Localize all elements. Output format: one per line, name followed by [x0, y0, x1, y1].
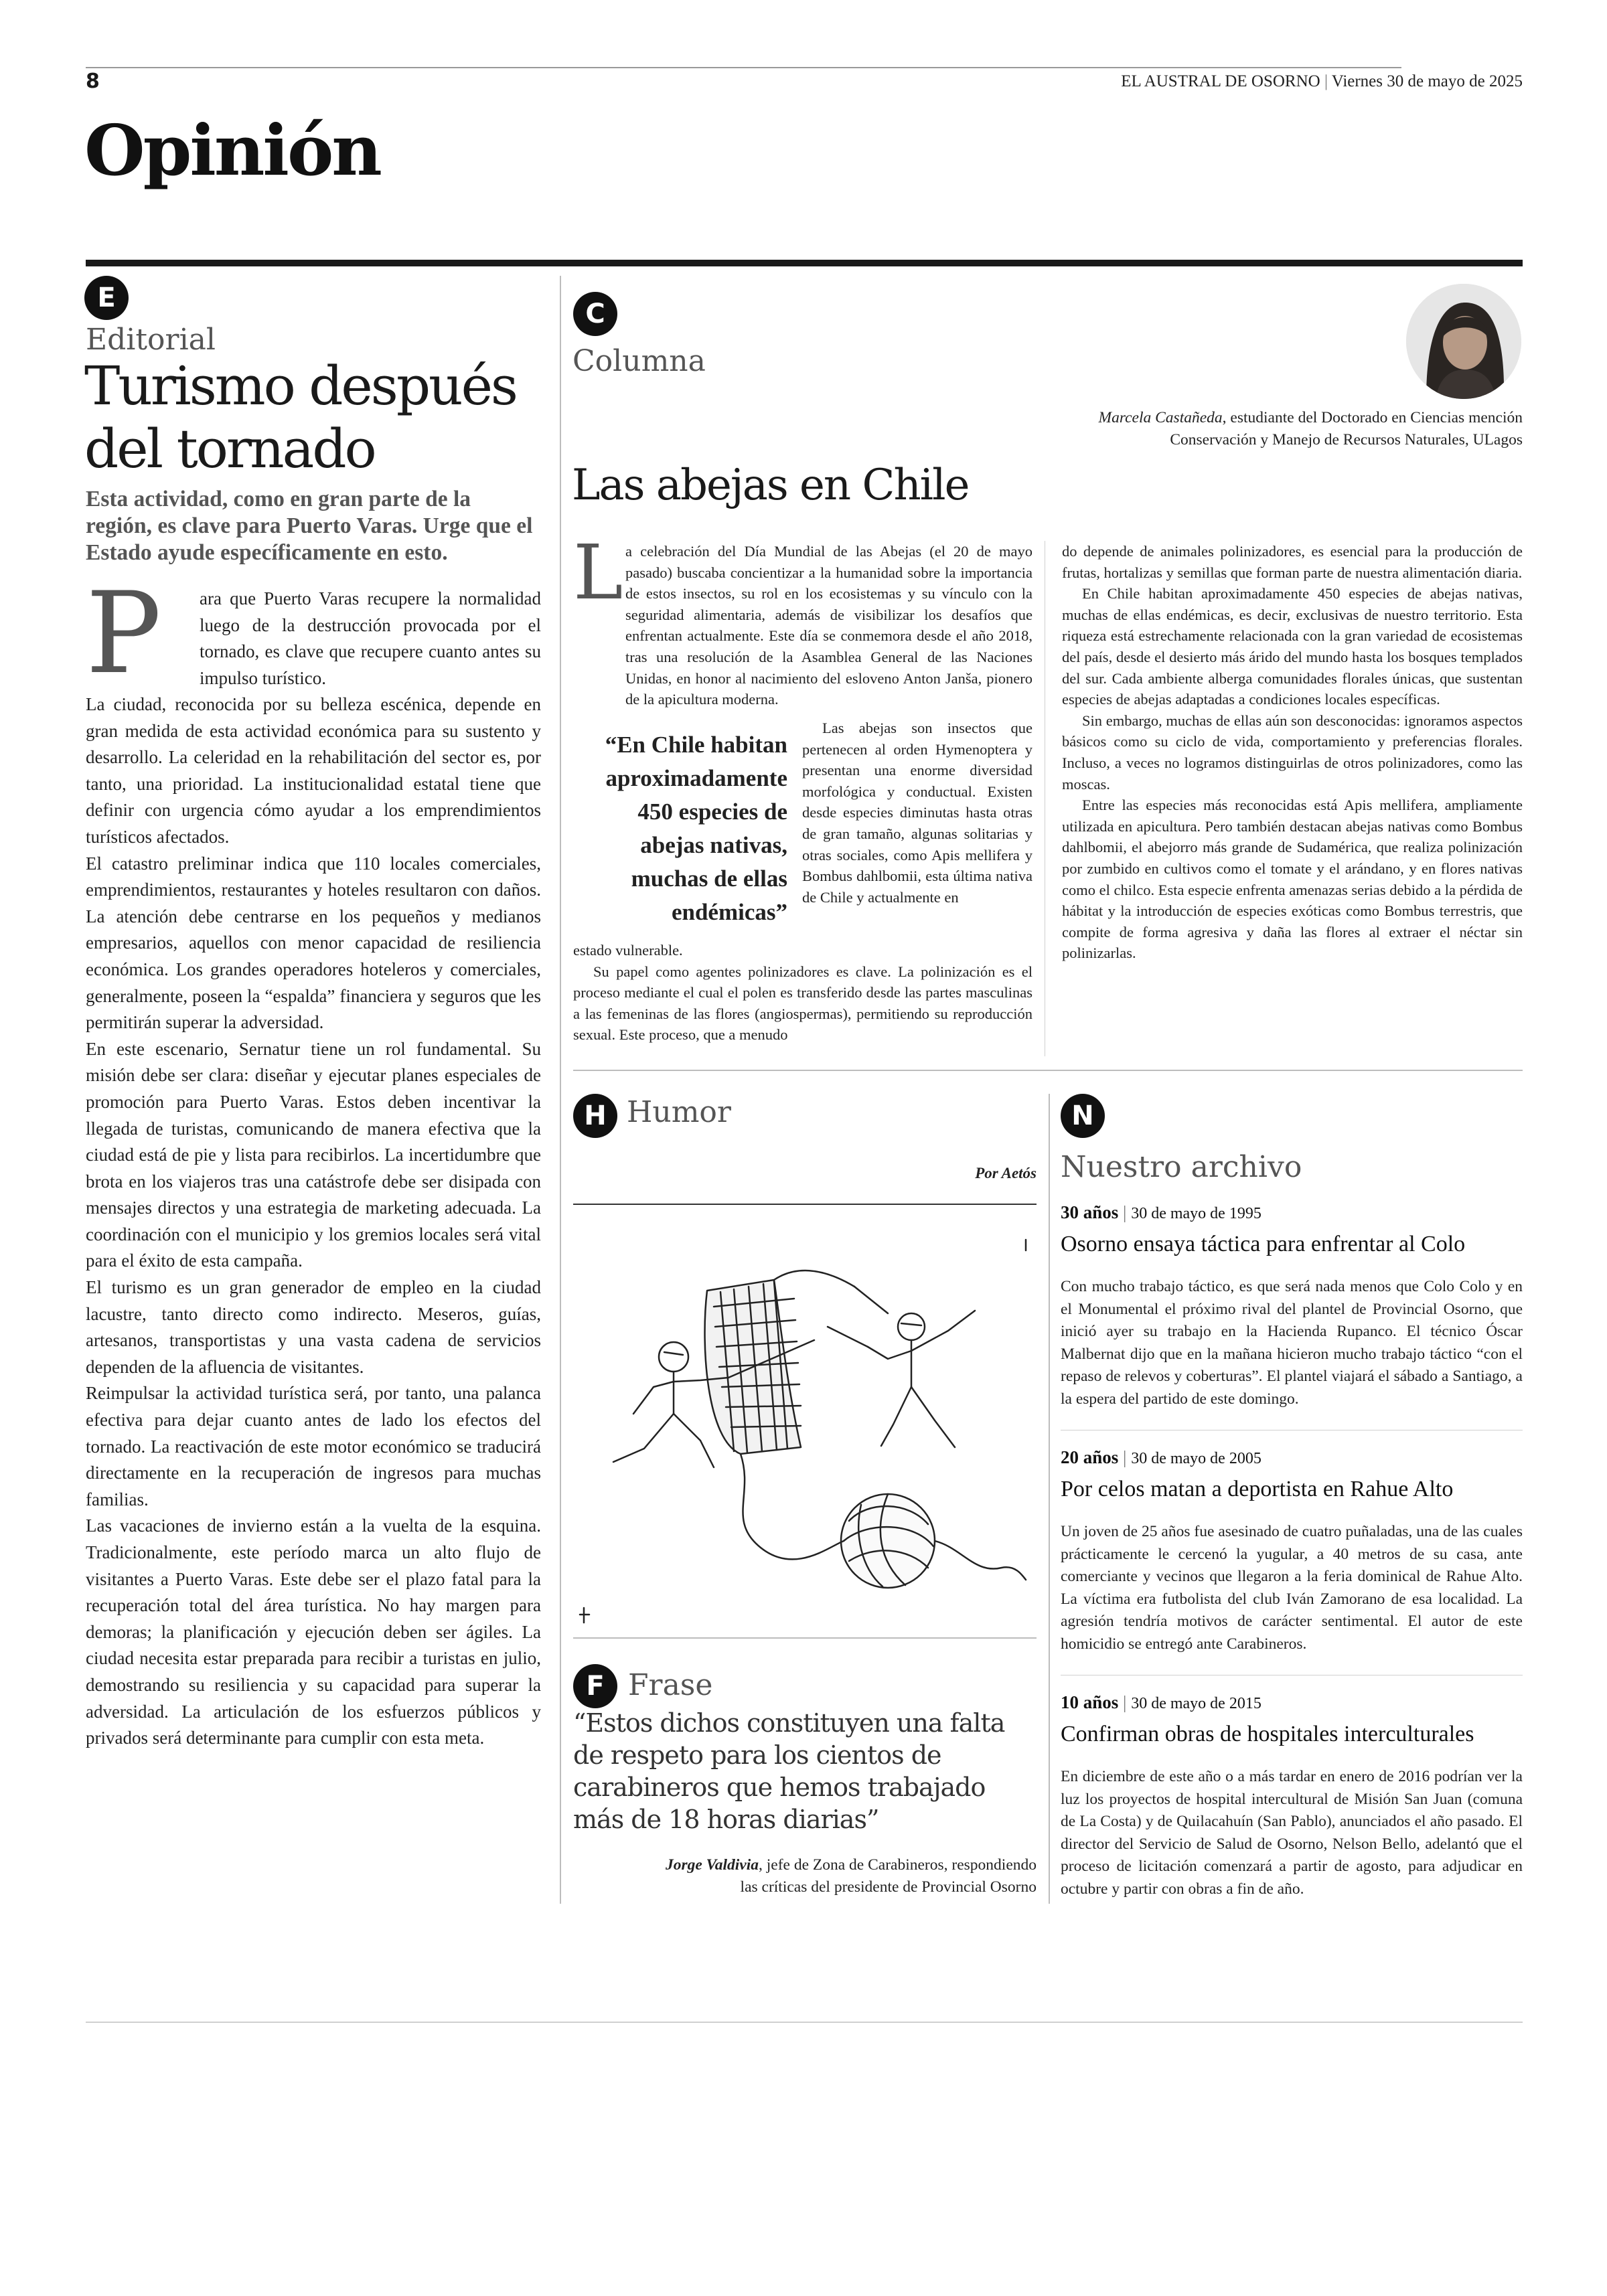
column-badge: C	[573, 292, 617, 336]
archivo-item-body: Con mucho trabajo táctico, es que será nada menos que Colo Colo y en el Monumental el próximo rival del plantel de Provincial Osorno, que inició ayer su trabajo en la Hacienda Rupanco. El técnico Óscar Malbernat dijo que en la mañana hicieron mucho trabajo táctico “con el repaso de relevos y coberturas”. El plantel viajará el sábado a Santiago, a la espera del partido de este domingo.	[1061, 1278, 1523, 1408]
archivo-item-date: 30 de mayo de 2015	[1131, 1695, 1261, 1712]
frase-attribution	[666, 1854, 1037, 1898]
column-beside-text: Las abejas son insectos que pertenecen al orden Hymenoptera y presentan una enorme diversidad morfológica y conductual. Existen desde especies diminutas hasta otras de gran tamaño, algunas solitarias y otras sociales, como Apis mellifera y Bombus dahlbomii, esta última nativa de Chile y actualmente en	[802, 720, 1032, 906]
archivo-item-body: Un joven de 25 años fue asesinado de cuatro puñaladas, una de las cuales prácticamente le cercenó la yugular, a 40 metros de su casa, ante comerciante y vecinos que llegaron a la feria dominical de Rahue Alto. La víctima era futbolista del club Iván Zamorano de esa localidad. La agresión tendría motivos de carácter sentimental. El autor de este homicidio se entregó ante Carabineros.	[1061, 1523, 1523, 1653]
humor-credit: Por Aetós	[975, 1165, 1037, 1181]
editorial-paragraph: El turismo es un gran generador de empleo en la ciudad lacustre, tanto directo como indirecto. Meseros, guías, artesanos, transportistas y una vasta cadena de servicios dependen de la afluencia de visitantes.	[86, 1277, 541, 1377]
author-credit	[1099, 407, 1523, 451]
humor-bottom-rule	[573, 1637, 1037, 1639]
humor-badge: H	[573, 1094, 617, 1138]
frase-quote: “Estos dichos constituyen una falta de respeto para los cientos de carabineros que hemos trabajado más de 18 horas diarias”	[573, 1708, 1005, 1834]
column-drop-cap: L	[573, 529, 623, 617]
author-role-line2: Conservación y Manejo de Recursos Naturales, ULagos	[1170, 431, 1523, 448]
dateline-separator: |	[1324, 72, 1328, 90]
frase-author-context: las críticas del presidente de Provincial Osorno	[740, 1878, 1037, 1896]
top-rule	[86, 67, 1401, 68]
frase-author: Jorge Valdivia	[665, 1856, 759, 1874]
editorial-paragraph: En este escenario, Sernatur tiene un rol fundamental. Su misión debe ser clara: diseñar y ejecutar planes especiales de promoción para Puerto Varas. Estos deben incentivar la llegada de turistas, comunicando de manera efectiva que la ciudad está de pie y lista para recibirlos. La incertidumbre que brota en los viajeros tras una catástrofe debe ser disipada con mensajes directos y una estrategia de marketing adecuada. La coordinación con el municipio y los gremios locales será vital para el éxito de esta campaña.	[86, 1038, 541, 1271]
column-paragraph: En Chile habitan aproximadamente 450 especies de abejas nativas, muchas de ellas endémicas, es decir, exclusivas de nuestro territorio. Esta riqueza está estrechamente relacionada con la gran variedad de ecosistemas del país, desde el desierto más árido del mundo hasta los bosques templados del sur. Cada ambiente alberga comunidades florales únicas, que sustentan especies de abejas adaptadas a condiciones locales específicas.	[1062, 585, 1523, 708]
section-title: Opinión	[84, 109, 380, 191]
issue-date: Viernes 30 de mayo de 2025	[1331, 72, 1523, 90]
column-paragraph: do depende de animales polinizadores, es esencial para la producción de frutas, hortalizas y semillas que forman parte de nuestra alimentación diaria.	[1062, 543, 1523, 581]
frase-author-role: , jefe de Zona de Carabineros, respondiendo	[758, 1856, 1037, 1874]
archivo-item-title: Osorno ensaya táctica para enfrentar al Colo	[1061, 1232, 1466, 1256]
editorial-drop-cap: P	[86, 568, 162, 699]
column-after-quote: estado vulnerable.	[573, 942, 683, 959]
archivo-item-years: 10 años	[1061, 1692, 1119, 1712]
column-right-text	[1062, 541, 1523, 964]
archivo-label: Nuestro archivo	[1061, 1150, 1302, 1184]
editorial-deck: Esta actividad, como en gran parte de la región, es clave para Puerto Varas. Urge que el Estado ayude específicamente en esto.	[86, 487, 533, 565]
archivo-item-date: 30 de mayo de 2005	[1131, 1450, 1261, 1467]
author-role-line1: , estudiante del Doctorado en Ciencias mención	[1222, 409, 1523, 426]
humor-label: Humor	[627, 1095, 731, 1129]
author-name: Marcela Castañeda	[1098, 409, 1223, 426]
archivo-item-years: 20 años	[1061, 1447, 1119, 1467]
editorial-title-line1: Turismo después	[84, 355, 516, 417]
column-paragraph: Su papel como agentes polinizadores es clave. La polinización es el proceso mediante el cual el polen es transferido desde las partes masculinas a las femeninas de las flores (angiospermas), permitiendo su reproducción sexual. Este proceso, que a menudo	[573, 963, 1032, 1044]
column-pull-quote: “En Chile habitan aproximadamente 450 especies de abejas nativas, muchas de ellas endémicas”	[605, 732, 787, 925]
newspaper-dateline	[1121, 72, 1523, 91]
archivo-item-title: Confirman obras de hospitales interculturales	[1061, 1722, 1474, 1746]
archivo-item-meta: 30 años | 30 de mayo de 1995	[1061, 1202, 1261, 1222]
frase-label: Frase	[628, 1668, 713, 1702]
editorial-body	[86, 691, 541, 1752]
column-paragraph: Sin embargo, muchas de ellas aún son desconocidas: ignoramos aspectos básicos como su ciclo de vida, comportamiento y preferencias florales. Incluso, a veces no logramos distinguirlas de otros polinizadores, como las moscas.	[1062, 712, 1523, 793]
archivo-item-date: 30 de mayo de 1995	[1131, 1205, 1261, 1222]
editorial-paragraph: El catastro preliminar indica que 110 locales comerciales, emprendimientos, restaurantes y hoteles resultaron con daños. La atención debe centrarse en los pequeños y medianos empresarios, aquellos con menor capacidad de resiliencia económica. Los grandes operadores hoteleros y comerciales, generalmente, poseen la “espalda” financiera y seguros que les permitirán superar la adversidad.	[86, 853, 541, 1033]
bottom-rule	[86, 2022, 1523, 2023]
humor-top-rule	[573, 1204, 1037, 1205]
newspaper-name: EL AUSTRAL DE OSORNO	[1121, 72, 1320, 90]
archivo-item-title: Por celos matan a deportista en Rahue Alto	[1061, 1477, 1454, 1501]
author-photo-icon	[1406, 284, 1521, 399]
editorial-lead: ara que Puerto Varas recupere la normalidad luego de la destrucción provocada por el tornado, es clave que recupere cuanto antes su impulso turístico.	[200, 588, 541, 688]
author-avatar	[1406, 284, 1521, 399]
column-lead-text: a celebración del Día Mundial de las Abejas (el 20 de mayo pasado) buscaba concientizar a la humanidad sobre la importancia de estos insectos, su rol en los ecosistemas y su vínculo con la seguridad alimentaria, además de visibilizar los desafíos que enfrentan actualmente. Este día se conmemora desde el año 2018, tras una resolución de la Asamblea General de las Naciones Unidas, en honor al nacimiento del esloveno Anton Janša, pionero de la apicultura moderna.	[625, 543, 1032, 708]
page-number: 8	[86, 70, 100, 93]
archivo-divider	[1049, 1094, 1050, 1904]
editorial-paragraph: Las vacaciones de invierno están a la vuelta de la esquina. Tradicionalmente, este período marca un alto flujo de visitantes a Puerto Varas. Este debe ser el plazo fatal para la recuperación total del área turística. No hay margen para demoras; la planificación y ejecución deben ser ágiles. La ciudad necesita estar preparada para recibir a turistas en julio, demostrando su resiliencia y su capacidad para superar la adversidad. La articulación de los esfuerzos públicos y privados será determinante para cumplir con esta meta.	[86, 1515, 541, 1748]
archivo-badge: N	[1061, 1094, 1105, 1138]
humor-cartoon	[573, 1213, 1037, 1629]
column-lower-left	[573, 940, 1032, 1046]
archivo-item-meta: 10 años | 30 de mayo de 2015	[1061, 1692, 1261, 1712]
editorial-label: Editorial	[86, 323, 216, 357]
column-label: Columna	[572, 344, 706, 378]
editorial-title-line2: del tornado	[84, 418, 375, 480]
column-title: Las abejas en Chile	[572, 461, 969, 510]
editorial-badge: E	[84, 276, 129, 320]
archivo-item-years: 30 años	[1061, 1202, 1119, 1222]
editorial-paragraph: Reimpulsar la actividad turística será, por tanto, una palanca efectiva para dejar cuanto antes de lado los efectos del tornado. La reactivación de este motor económico se traducirá directamente en la recuperación de ingresos para muchas familias.	[86, 1383, 541, 1509]
editorial-paragraph: La ciudad, reconocida por su belleza escénica, depende en gran medida de esta actividad económica para su sustento y desarrollo. La celeridad en la rehabilitación del sector es, por tanto, una prioridad. La institucionalidad estatal tiene que definir con urgencia cómo ayudar a los emprendimientos turísticos afectados.	[86, 694, 541, 847]
column-lead	[625, 541, 1032, 710]
archivo-item-meta: 20 años | 30 de mayo de 2005	[1061, 1447, 1261, 1467]
archivo-item-body: En diciembre de este año o a más tardar en enero de 2016 podrían ver la luz los proyectos de hospital intercultural de Misión San Juan (comuna de La Costa) y de Quilacahuín (San Pablo), anunciados el año pasado. El director del Servicio de Salud de Osorno, Nelson Bello, adelantó que el proceso de licitación comenzará a partir de agosto, para adjudicar en octubre y partir con obras a fin de año.	[1061, 1768, 1523, 1898]
fencers-cartoon-icon	[573, 1213, 1037, 1629]
column-bottom-rule	[573, 1070, 1523, 1071]
frase-badge: F	[573, 1664, 617, 1708]
section-heavy-rule	[86, 260, 1523, 266]
column-paragraph: Entre las especies más reconocidas está Apis mellifera, ampliamente utilizada en apicultura. Pero también destacan abejas nativas como Bombus dahlbomii, el abejorro más grande de Sudamérica, que realiza polinización por zumbido en cultivos como el tomate y el arándano, y en flores nativas como el chilco. Esta especie enfrenta amenazas serias debido a la pérdida de hábitat y la introducción de especies exóticas como Bombus terrestris, que compite de forma agresiva y daña las flores al extraer el néctar sin polinizarlas.	[1062, 797, 1523, 962]
column-divider	[560, 276, 561, 1904]
column-beside-quote	[802, 718, 1032, 908]
editorial-title	[84, 355, 516, 481]
